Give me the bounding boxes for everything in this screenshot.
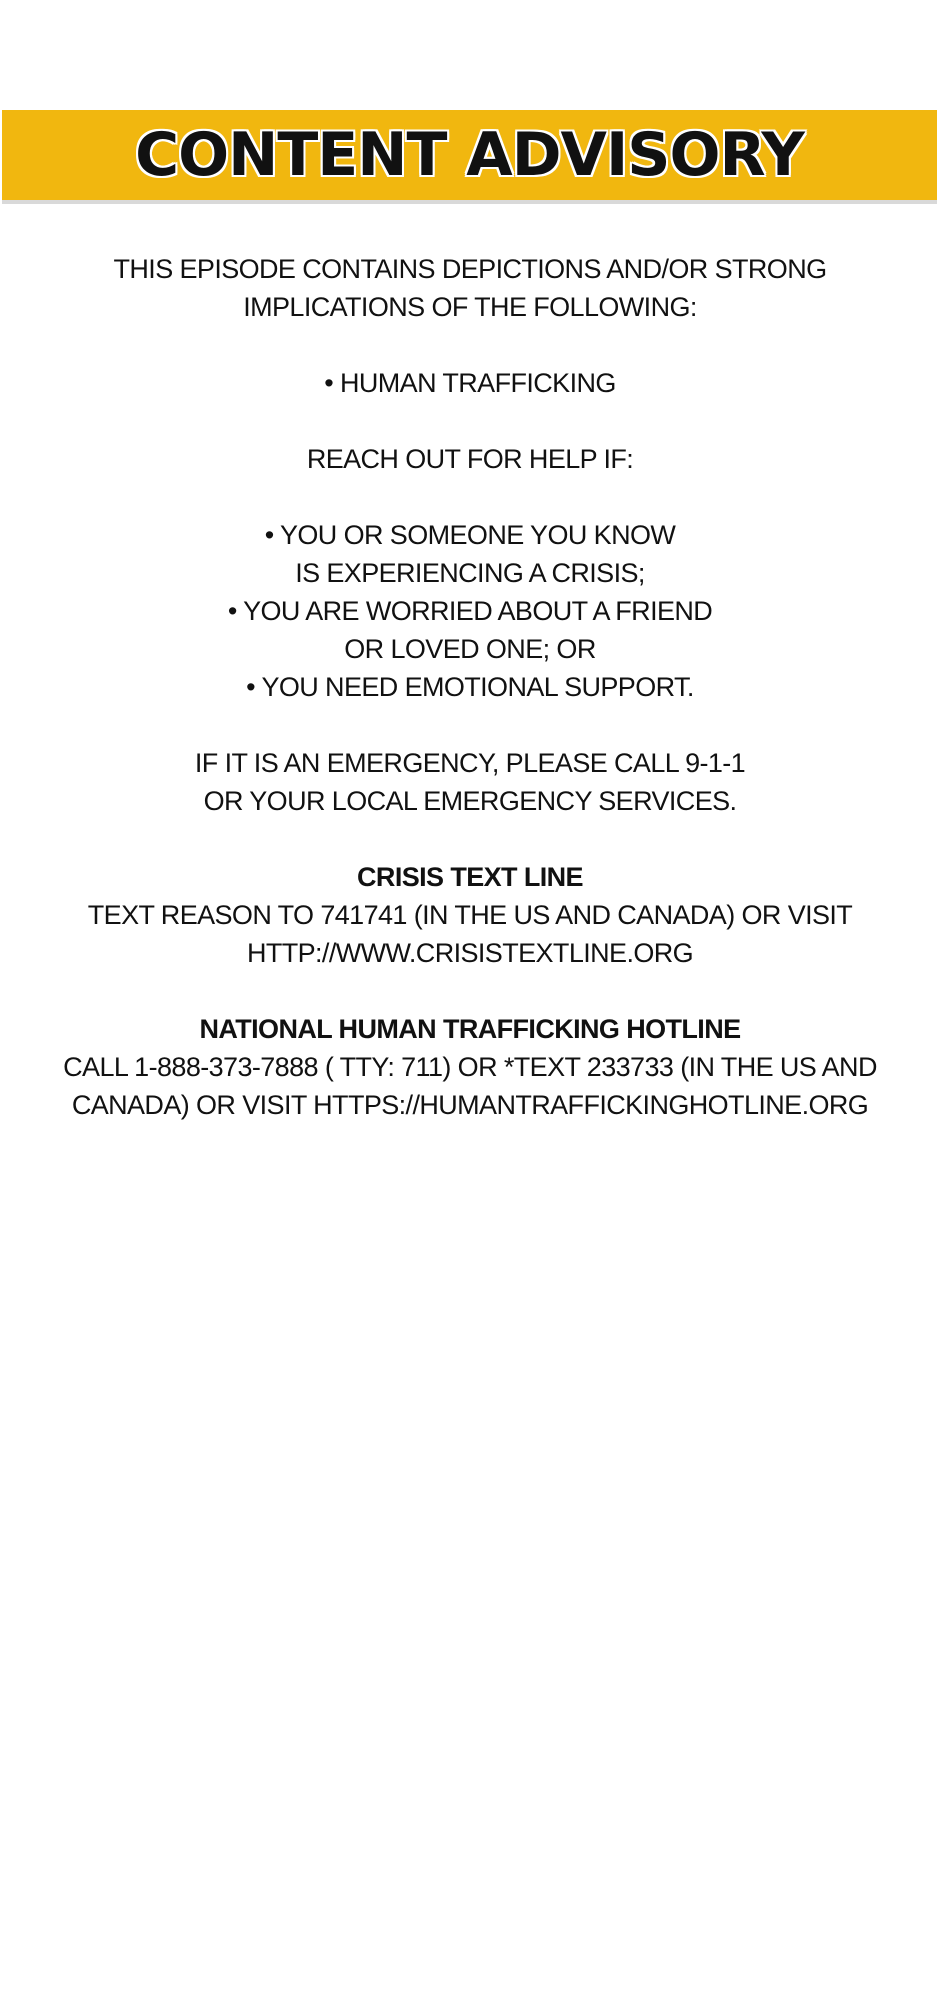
crisis-text-line-text: TEXT REASON TO 741741 (IN THE US AND CANADA) OR VISIT bbox=[87, 900, 853, 930]
help-heading-section bbox=[0, 440, 940, 478]
crisis-text-line-link[interactable]: HTTP://WWW.CRISISTEXTLINE.ORG bbox=[246, 938, 694, 968]
topics-section bbox=[0, 364, 940, 402]
emergency-section bbox=[0, 744, 940, 820]
banner-title: CONTENT ADVISORY bbox=[135, 120, 804, 190]
help-line: • YOU OR SOMEONE YOU KNOW bbox=[264, 520, 676, 550]
crisis-text-line-section bbox=[0, 858, 940, 972]
trafficking-hotline-title: NATIONAL HUMAN TRAFFICKING HOTLINE bbox=[199, 1014, 741, 1044]
help-line: OR LOVED ONE; OR bbox=[344, 634, 596, 664]
trafficking-hotline-link[interactable]: CANADA) OR VISIT HTTPS://HUMANTRAFFICKINGHOTLINE.ORG bbox=[71, 1090, 869, 1120]
help-line: IS EXPERIENCING A CRISIS; bbox=[295, 558, 645, 588]
emergency-line: OR YOUR LOCAL EMERGENCY SERVICES. bbox=[203, 786, 737, 816]
trafficking-hotline-text: CALL 1-888-373-7888 ( TTY: 711) OR *TEXT 233733 (IN THE US AND bbox=[63, 1052, 877, 1082]
help-line: • YOU NEED EMOTIONAL SUPPORT. bbox=[246, 672, 694, 702]
intro-line: IMPLICATIONS OF THE FOLLOWING: bbox=[243, 292, 697, 322]
content-advisory-banner bbox=[2, 110, 937, 204]
emergency-line: IF IT IS AN EMERGENCY, PLEASE CALL 9-1-1 bbox=[194, 748, 746, 778]
crisis-text-line-title: CRISIS TEXT LINE bbox=[357, 862, 583, 892]
help-line: • YOU ARE WORRIED ABOUT A FRIEND bbox=[227, 596, 713, 626]
help-heading: REACH OUT FOR HELP IF: bbox=[306, 444, 634, 474]
help-list bbox=[0, 516, 940, 706]
trafficking-hotline-section bbox=[0, 1010, 940, 1124]
topic-item: • HUMAN TRAFFICKING bbox=[324, 368, 616, 398]
intro-line: THIS EPISODE CONTAINS DEPICTIONS AND/OR STRONG bbox=[113, 254, 827, 284]
advisory-content bbox=[0, 250, 940, 1162]
intro-section bbox=[0, 250, 940, 326]
